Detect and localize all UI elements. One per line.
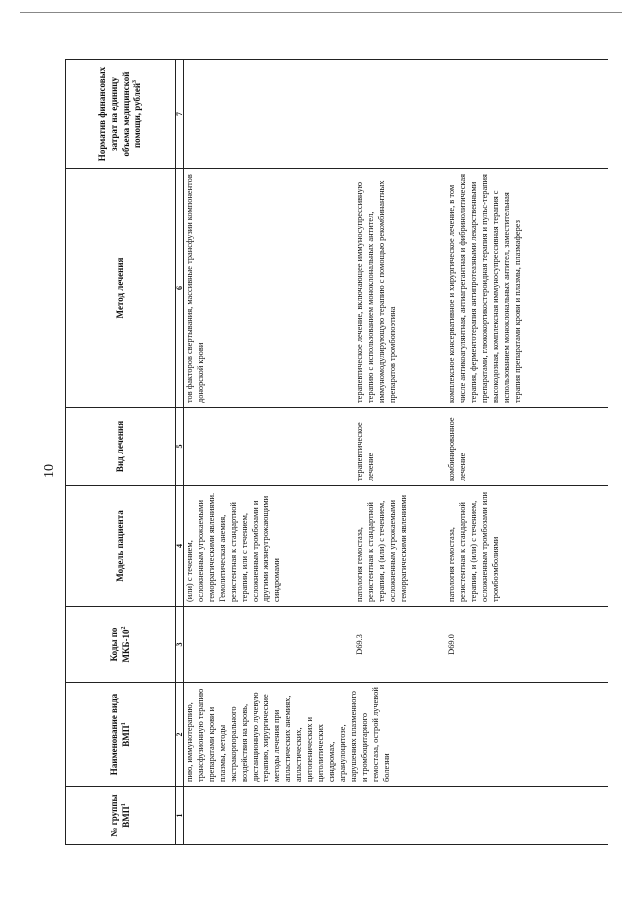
group-number-cell bbox=[446, 787, 608, 845]
col-number-3: 3 bbox=[176, 607, 184, 683]
header-patient-model: Модель пациента bbox=[66, 486, 176, 607]
group-number-cell bbox=[184, 787, 355, 845]
col-number-4: 4 bbox=[176, 486, 184, 607]
cost-cell bbox=[354, 60, 446, 169]
treatment-type-cell: комбинированное лечение bbox=[446, 408, 608, 486]
header-vmp-name: Наименование вида ВМП$^1$ bbox=[66, 683, 176, 787]
header-treatment-method: Метод лечения bbox=[66, 169, 176, 408]
header-icd-codes: Коды по МКБ-$10^2$ bbox=[66, 607, 176, 683]
treatment-type-cell bbox=[184, 408, 355, 486]
patient-model-cell: (или) с течением, осложненным угрожаемыми геморрагическими явлениями. Гемолитическая анемия, резистентная к стандартной терапии, или с течением, осложненным тромбозами и другими жизнеугрожающими синдромами bbox=[184, 486, 355, 607]
icd-code-cell: D69.0 bbox=[446, 607, 608, 683]
top-rule bbox=[20, 12, 622, 13]
icd-code-cell: D69.3 bbox=[354, 607, 446, 683]
col-number-1: 1 bbox=[176, 787, 184, 845]
vmp-table bbox=[65, 59, 608, 845]
col-number-2: 2 bbox=[176, 683, 184, 787]
table-row bbox=[184, 60, 355, 845]
page-number: 10 bbox=[42, 464, 57, 478]
col-number-6: 6 bbox=[176, 169, 184, 408]
patient-model-cell: патология гемостаза, резистентная к стандартной терапии, и (или) с течением, осложненным угрожаемыми геморрагическими явлениями bbox=[354, 486, 446, 607]
header-group-number: № группы ВМП$^1$ bbox=[66, 787, 176, 845]
treatment-method-cell: тов факторов свертывания, массивные трансфузии компонентов донорской крови bbox=[184, 169, 355, 408]
col-number-7: 7 bbox=[176, 60, 184, 169]
group-number-cell bbox=[354, 787, 446, 845]
header-treatment-type: Вид лечения bbox=[66, 408, 176, 486]
icd-code-cell bbox=[184, 607, 355, 683]
treatment-method-cell: терапевтическое лечение, включающее иммуносупрессивную терапию с использованием моноклональных антител, иммуномодулирующую терапию с помощью рекомбинантных препаратов тромбопоэтина bbox=[354, 169, 446, 408]
patient-model-cell: патология гемостаза, резистентная к стандартной терапии, и (или) с течением, осложненным тромбозами или тромбоэмболиями bbox=[446, 486, 608, 607]
rotated-table-block bbox=[65, 60, 620, 845]
vmp-name-cell: пию, иммунотерапию, трансфузионную терапию препаратами крови и плазмы, методы экстракорпорального воздействия на кровь, дистанционную лучевую терапию, хирургические методы лечения при апластических анемиях, апластических, цитопенических и цитолитических синдромах, агранулоцитозе, нарушениях плазменного и тромбоцитарного гемостаза, острой лучевой болезни bbox=[184, 683, 609, 787]
col-number-5: 5 bbox=[176, 408, 184, 486]
cost-cell bbox=[446, 60, 608, 169]
header-cost-standard: Норматив финансовых затрат на единицу объема медицинской помощи, рублей$^3$ bbox=[66, 60, 176, 169]
treatment-type-cell: терапевтическое лечение bbox=[354, 408, 446, 486]
cost-cell bbox=[184, 60, 355, 169]
treatment-method-cell: комплексное консервативное и хирургическое лечение, в том числе антикоагулянтная, антиагрегантная и фибринолитическая терапия, ферментотерапия антипротеазными лекарственными препаратами, глюкокортикостероидная терапия и пульс-терапия высокодозная, комплексная иммуносупрессивная терапия с использованием моноклональных антител, заместительная терапия препаратами крови и плазмы, плазмаферез bbox=[446, 169, 608, 408]
